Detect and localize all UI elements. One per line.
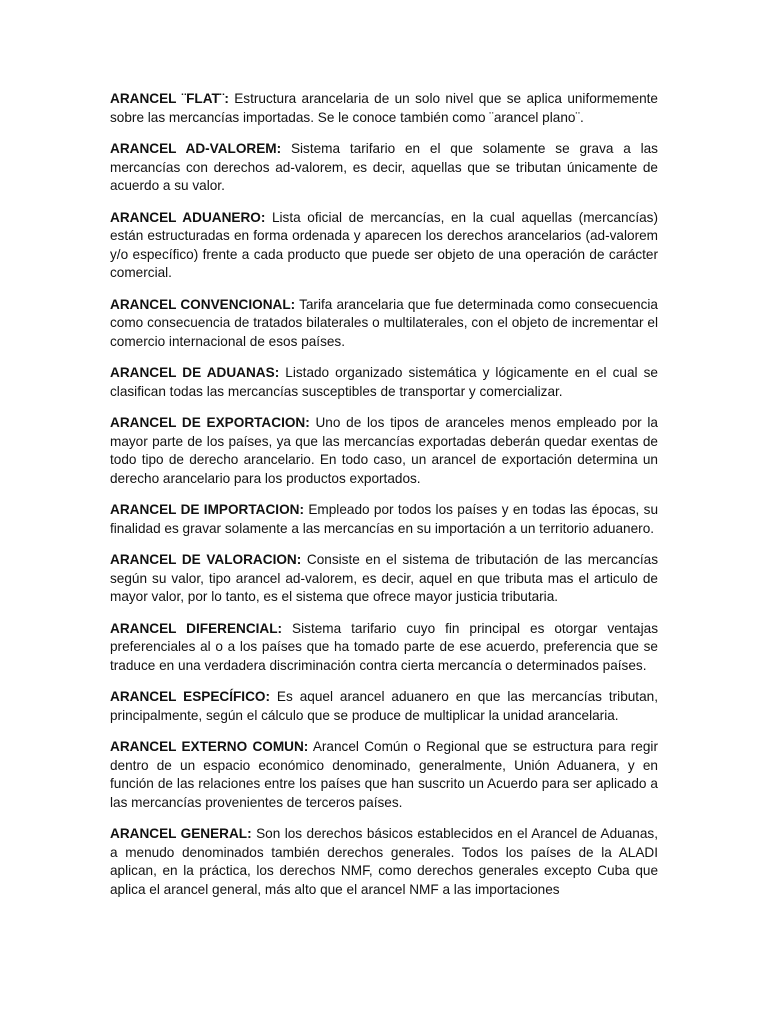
entry-definition: Listado organizado sistemática y lógicamente en el cual se clasifican todas las mercancías susceptibles de transportar y comercializar. [110,365,658,399]
entry-term: ARANCEL DE VALORACION: [110,552,302,567]
entry-definition: Sistema tarifario en el que solamente se grava a las mercancías con derechos ad-valorem, es decir, aquellas que se tributan únicamente de acuerdo a su valor. [110,141,658,193]
glossary-entry-convencional [110,296,658,352]
entry-term: ARANCEL EXTERNO COMUN: [110,739,309,754]
entry-definition: Uno de los tipos de aranceles menos empleado por la mayor parte de los países, ya que las mercancías exportadas deberán quedar exentas de todo tipo de derecho arancelario. En todo caso, un arancel de exportación determina un derecho arancelario para los productos exportados. [110,415,658,486]
entry-definition: Son los derechos básicos establecidos en el Arancel de Aduanas, a menudo denominados también derechos generales. Todos los países de la ALADI aplican, en la práctica, los derechos NMF, como derechos generales excepto Cuba que aplica el arancel general, más alto que el arancel NMF a las importaciones [110,826,658,897]
glossary-entry-de-aduanas [110,364,658,401]
entry-term: ARANCEL DE IMPORTACION: [110,502,304,517]
glossary-entry-flat [110,90,658,127]
glossary-entry-aduanero [110,209,658,283]
entry-definition: Consiste en el sistema de tributación de las mercancías según su valor, tipo arancel ad-valorem, es decir, aquel en que tributa mas el articulo de mayor valor, por lo tanto, es el sistema que ofrece mayor justicia tributaria. [110,552,658,604]
entry-term: ARANCEL DE ADUANAS: [110,365,280,380]
glossary-entry-ad-valorem [110,140,658,196]
entry-definition: Arancel Común o Regional que se estructura para regir dentro de un espacio económico denominado, generalmente, Unión Aduanera, y en función de las relaciones entre los países que han suscrito un Acuerdo para ser aplicado a las mercancías provenientes de terceros países. [110,739,658,810]
glossary-entry-diferencial [110,620,658,676]
entry-term: ARANCEL GENERAL: [110,826,252,841]
glossary-entry-de-valoracion [110,551,658,607]
glossary-entry-de-exportacion [110,414,658,488]
entry-term: ARANCEL AD-VALOREM: [110,141,282,156]
glossary-entry-de-importacion [110,501,658,538]
document-page [110,90,658,912]
entry-definition: Tarifa arancelaria que fue determinada como consecuencia como consecuencia de tratados bilaterales o multilaterales, con el objeto de incrementar el comercio internacional de esos países. [110,296,658,349]
entry-term: ARANCEL ADUANERO: [110,209,266,225]
entry-term: ARANCEL ESPECÍFICO: [110,689,270,704]
entry-term: ARANCEL DE EXPORTACION: [110,415,310,430]
glossary-entry-especifico [110,688,658,725]
entry-definition: Sistema tarifario cuyo fin principal es otorgar ventajas preferenciales al o a los países que ha tomado parte de ese acuerdo, preferencia que se traduce en una verdadera discriminación contra cierta mercancía o determinados países. [110,620,658,673]
glossary-entry-externo-comun [110,738,658,812]
entry-term: ARANCEL DIFERENCIAL: [110,620,283,636]
entry-definition: Estructura arancelaria de un solo nivel que se aplica uniformemente sobre las mercancías importadas. Se le conoce también como ¨arancel plano¨. [110,91,658,125]
entry-definition: Empleado por todos los países y en todas las épocas, su finalidad es gravar solamente a las mercancías en su importación a un territorio aduanero. [110,502,659,536]
entry-definition: Lista oficial de mercancías, en la cual aquellas (mercancías) están estructuradas en forma ordenada y aparecen los derechos arancelarios (ad-valorem y/o específico) frente a cada producto que puede ser objeto de una operación de carácter comercial. [110,209,658,280]
glossary-entry-general [110,825,658,899]
entry-term: ARANCEL ¨FLAT¨: [110,91,229,106]
entry-definition: Es aquel arancel aduanero en que las mercancías tributan, principalmente, según el cálculo que se produce de multiplicar la unidad arancelaria. [110,689,658,723]
entry-term: ARANCEL CONVENCIONAL: [110,296,296,312]
